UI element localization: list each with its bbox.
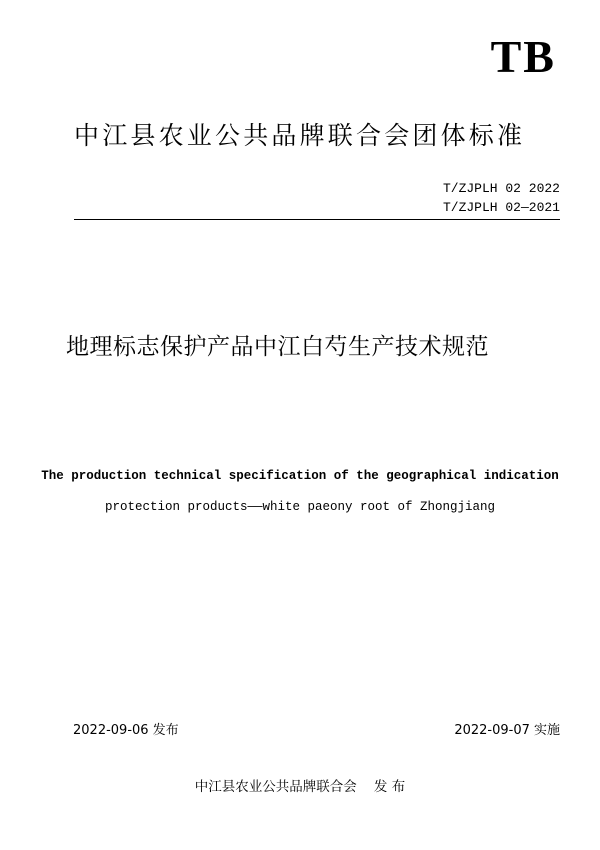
publisher: 中江县农业公共品牌联合会 发 布: [194, 779, 406, 795]
replaced-standard-code: T/ZJPLH 02—2021: [442, 200, 560, 215]
standard-code: T/ZJPLH 02 2022: [442, 181, 560, 196]
divider: [74, 219, 560, 220]
title-english-line-2: protection products——white paeony root of Zhongjiang: [104, 500, 496, 514]
title-english-line-1: The production technical specification of the geographical indication: [41, 469, 559, 483]
issue-date: 2022-09-06 发布: [73, 723, 179, 738]
organization-standard-heading: 中江县农业公共品牌联合会团体标准: [74, 121, 526, 150]
title-chinese: 地理标志保护产品中江白芍生产技术规范: [66, 334, 489, 360]
implement-date: 2022-09-07 实施: [454, 723, 560, 738]
standard-mark: TB: [490, 31, 556, 82]
